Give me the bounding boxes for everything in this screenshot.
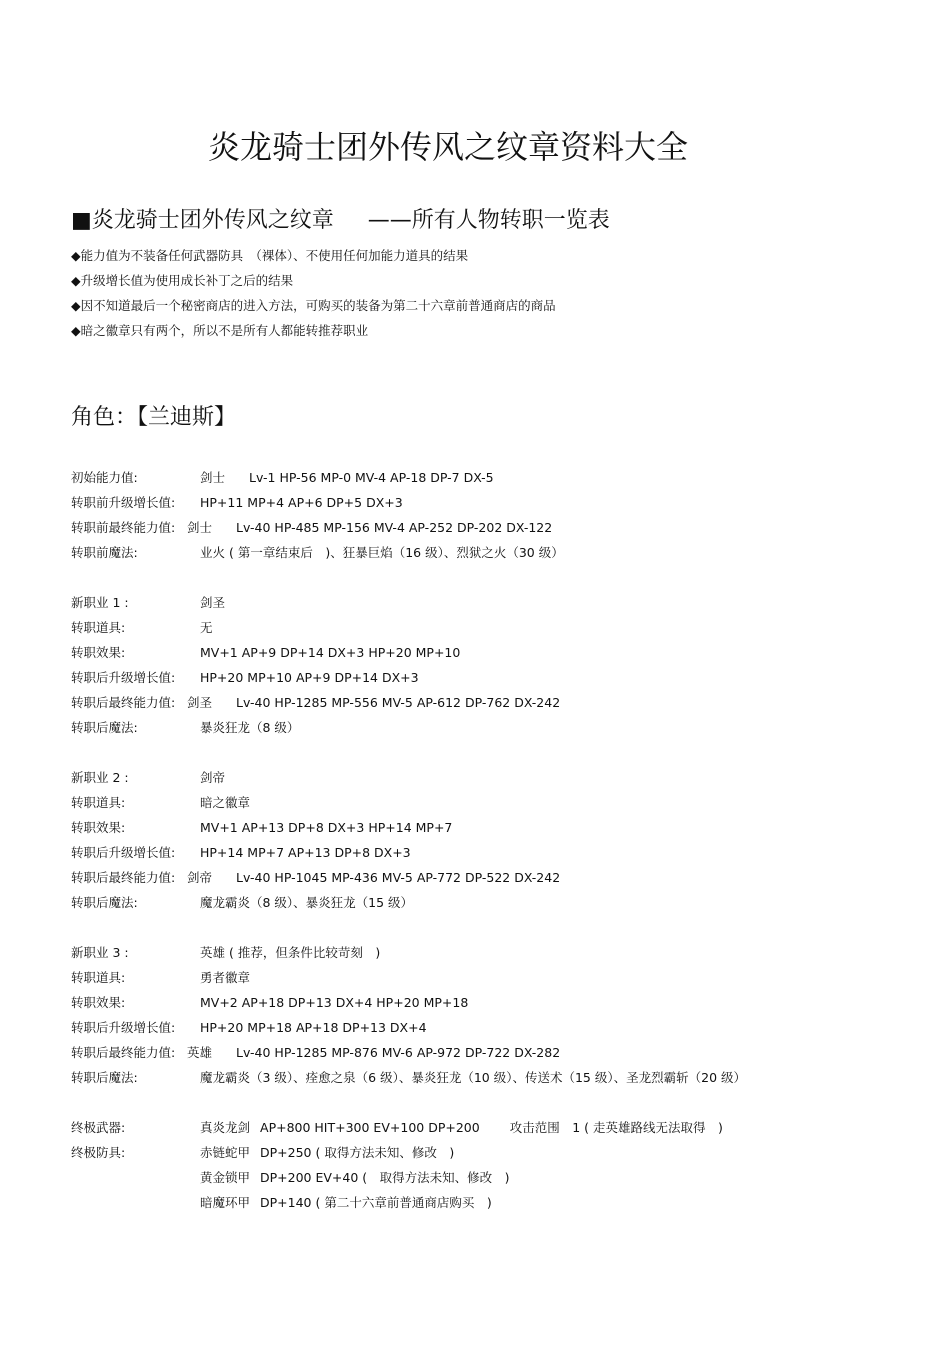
class-name: 剑帝	[187, 870, 213, 885]
note-item: ◆暗之徽章只有两个，所以不是所有人都能转推荐职业	[71, 323, 369, 338]
job-row	[71, 715, 931, 740]
row-label: 转职效果:	[71, 995, 126, 1010]
row-value	[200, 465, 494, 490]
row-label: 转职道具:	[71, 795, 126, 810]
stat-values: Lv-40 HP-1045 MP-436 MV-5 AP-772 DP-522 DX-242	[236, 870, 561, 885]
armor-name: 赤链蛇甲	[200, 1145, 251, 1160]
row-value: 剑圣	[200, 595, 226, 610]
row-value	[200, 1165, 510, 1190]
weapon-extra: 攻击范围 1 ( 走英雄路线无法取得 )	[509, 1120, 723, 1135]
row-value	[200, 1115, 723, 1140]
class-name: 剑圣	[187, 695, 213, 710]
job-row	[71, 840, 931, 865]
row-value: MV+2 AP+18 DP+13 DX+4 HP+20 MP+18	[200, 995, 469, 1010]
armor-detail: DP+140 ( 第二十六章前普通商店购买 )	[260, 1195, 492, 1210]
row-label: 新职业 1 :	[71, 595, 129, 610]
row-value	[187, 515, 552, 540]
row-label: 转职后升级增长值:	[71, 845, 176, 860]
job-row	[71, 1015, 931, 1040]
job-row	[71, 890, 931, 915]
job-row	[71, 965, 931, 990]
armor-name: 暗魔环甲	[200, 1195, 251, 1210]
class-name: 剑士	[187, 520, 213, 535]
row-label: 转职前升级增长值:	[71, 495, 176, 510]
character-stats	[71, 465, 931, 1215]
row-label: 转职效果:	[71, 820, 126, 835]
note-item: ◆能力值为不装备任何武器防具 （裸体）、不使用任何加能力道具的结果	[71, 248, 469, 263]
row-value	[187, 1040, 560, 1065]
row-label: 转职道具:	[71, 620, 126, 635]
stat-row	[71, 515, 931, 540]
row-value	[187, 865, 560, 890]
row-label: 新职业 2 :	[71, 770, 129, 785]
job-row	[71, 640, 931, 665]
row-value: 剑帝	[200, 770, 226, 785]
row-label: 转职后升级增长值:	[71, 670, 176, 685]
stat-values: Lv-40 HP-1285 MP-556 MV-5 AP-612 DP-762 DX-242	[236, 695, 561, 710]
armor-detail: DP+250 ( 取得方法未知、修改 )	[260, 1145, 455, 1160]
row-label: 转职后魔法:	[71, 1070, 138, 1085]
section-heading	[71, 203, 610, 234]
job-row	[71, 665, 931, 690]
row-label: 初始能力值:	[71, 470, 138, 485]
job-row	[71, 615, 931, 640]
row-value: 无	[200, 620, 213, 635]
row-value: 勇者徽章	[200, 970, 251, 985]
row-value: MV+1 AP+9 DP+14 DX+3 HP+20 MP+10	[200, 645, 461, 660]
row-value: HP+20 MP+18 AP+18 DP+13 DX+4	[200, 1020, 427, 1035]
character-heading: 角色：【兰迪斯】	[71, 405, 237, 430]
row-value: HP+20 MP+10 AP+9 DP+14 DX+3	[200, 670, 419, 685]
row-value: 业火 ( 第一章结束后 )、狂暴巨焰（16 级）、烈狱之火（30 级）	[200, 545, 564, 560]
job-row	[71, 790, 931, 815]
equipment-row	[71, 1165, 931, 1190]
job-row	[71, 940, 931, 965]
weapon-stats: AP+800 HIT+300 EV+100 DP+200	[260, 1120, 480, 1135]
equipment-row	[71, 1140, 931, 1165]
note-item: ◆因不知道最后一个秘密商店的进入方法，可购买的装备为第二十六章前普通商店的商品	[71, 298, 556, 313]
row-label: 终极防具:	[71, 1145, 126, 1160]
class-name: 剑士	[200, 470, 226, 485]
row-label: 转职后最终能力值:	[71, 695, 176, 710]
row-label: 转职后魔法:	[71, 895, 138, 910]
armor-detail: DP+200 EV+40 ( 取得方法未知、修改 )	[260, 1170, 510, 1185]
row-label: 转职后最终能力值:	[71, 1045, 176, 1060]
stat-row	[71, 465, 931, 490]
section-heading-main: ■炎龙骑士团外传风之纹章	[71, 208, 334, 233]
stat-values: Lv-40 HP-1285 MP-876 MV-6 AP-972 DP-722 DX-282	[236, 1045, 561, 1060]
equipment-row	[71, 1190, 931, 1215]
weapon-name: 真炎龙剑	[200, 1120, 251, 1135]
row-value	[187, 690, 560, 715]
job-row	[71, 865, 931, 890]
row-value: 魔龙霸炎（8 级）、暴炎狂龙（15 级）	[200, 895, 414, 910]
stat-values: Lv-40 HP-485 MP-156 MV-4 AP-252 DP-202 DX-122	[236, 520, 553, 535]
row-value: 魔龙霸炎（3 级）、痊愈之泉（6 级）、暴炎狂龙（10 级）、传送术（15 级）、圣龙烈霸斩（20 级）	[200, 1070, 746, 1085]
row-label: 新职业 3 :	[71, 945, 129, 960]
row-label: 转职后魔法:	[71, 720, 138, 735]
document-title: 炎龙骑士团外传风之纹章资料大全	[207, 128, 688, 166]
equipment-row	[71, 1115, 931, 1140]
armor-name: 黄金锁甲	[200, 1170, 251, 1185]
stat-row	[71, 540, 931, 565]
section-heading-sub: ——所有人物转职一览表	[367, 208, 610, 233]
notes-list	[71, 243, 556, 343]
job-row	[71, 1040, 931, 1065]
row-value: HP+14 MP+7 AP+13 DP+8 DX+3	[200, 845, 411, 860]
job-row	[71, 690, 931, 715]
job-row	[71, 990, 931, 1015]
row-label: 转职后升级增长值:	[71, 1020, 176, 1035]
stat-values: Lv-1 HP-56 MP-0 MV-4 AP-18 DP-7 DX-5	[249, 470, 494, 485]
row-value: 暗之徽章	[200, 795, 251, 810]
job-row	[71, 765, 931, 790]
job-row	[71, 815, 931, 840]
stat-row	[71, 490, 931, 515]
row-value: HP+11 MP+4 AP+6 DP+5 DX+3	[200, 495, 403, 510]
row-label: 转职道具:	[71, 970, 126, 985]
row-value: MV+1 AP+13 DP+8 DX+3 HP+14 MP+7	[200, 820, 453, 835]
row-label: 转职前魔法:	[71, 545, 138, 560]
row-label: 转职效果:	[71, 645, 126, 660]
row-value	[200, 1140, 454, 1165]
job-row	[71, 1065, 931, 1090]
row-value: 英雄 ( 推荐，但条件比较苛刻 )	[200, 945, 381, 960]
job-row	[71, 590, 931, 615]
class-name: 英雄	[187, 1045, 213, 1060]
row-value	[200, 1190, 492, 1215]
row-label: 转职前最终能力值:	[71, 520, 176, 535]
row-value: 暴炎狂龙（8 级）	[200, 720, 300, 735]
row-label: 转职后最终能力值:	[71, 870, 176, 885]
note-item: ◆升级增长值为使用成长补丁之后的结果	[71, 273, 294, 288]
row-label: 终极武器:	[71, 1120, 126, 1135]
